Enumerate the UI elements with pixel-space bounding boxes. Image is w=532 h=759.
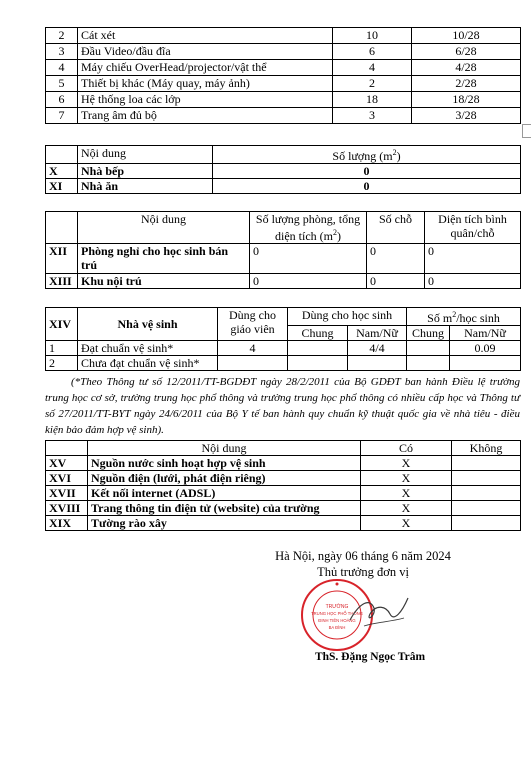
svg-text:ĐINH TIÊN HOÀNG: ĐINH TIÊN HOÀNG (318, 618, 356, 623)
header-qty: Số lượng $(m^2)$ (213, 146, 521, 164)
row-label: Khu nội trú (78, 274, 250, 289)
section-number: XIV (46, 308, 78, 341)
row-quantity: 0 (213, 179, 521, 194)
row-number: XVI (46, 471, 88, 486)
row-male-female-m2: 0.09 (450, 341, 521, 356)
row-number: XIII (46, 274, 78, 289)
row-number: XVII (46, 486, 88, 501)
row-quantity: 4 (333, 60, 412, 76)
row-ratio: 6/28 (412, 44, 521, 60)
row-label: Phòng nghỉ cho học sinh bán trú (78, 244, 250, 274)
table-row (46, 108, 521, 124)
row-yes: X (361, 516, 452, 531)
kitchen-table (45, 145, 521, 194)
table-row (46, 456, 521, 471)
header-common: Chung (288, 326, 348, 341)
header-m2: Số $m^2$/học sinh (407, 308, 521, 326)
row-area: 0 (425, 274, 521, 289)
svg-text:TRƯỜNG: TRƯỜNG (325, 604, 349, 610)
row-beds: 0 (367, 274, 425, 289)
table-row (46, 356, 521, 371)
row-label: Đạt chuẩn vệ sinh* (78, 341, 218, 356)
table-row (46, 274, 521, 289)
table-row (46, 341, 521, 356)
row-common (288, 356, 348, 371)
svg-text:TRUNG HỌC PHỔ THÔNG: TRUNG HỌC PHỔ THÔNG (311, 611, 363, 616)
section-title: Nhà vệ sinh (78, 308, 218, 341)
row-male-female-m2 (450, 356, 521, 371)
row-no (452, 516, 521, 531)
table-row (46, 76, 521, 92)
row-label: Cát xét (78, 28, 333, 44)
table-row (46, 92, 521, 108)
row-quantity: 0 (213, 164, 521, 179)
row-number: XVIII (46, 501, 88, 516)
row-number: XII (46, 244, 78, 274)
signature-name: ThS. Đặng Ngọc Trâm (314, 651, 426, 663)
row-label: Nhà bếp (78, 164, 213, 179)
row-number: XI (46, 179, 78, 194)
table-row (46, 516, 521, 531)
row-male-female: 4/4 (348, 341, 407, 356)
row-number: 1 (46, 341, 78, 356)
row-ratio: 18/28 (412, 92, 521, 108)
row-number: 2 (46, 28, 78, 44)
row-common-m2 (407, 341, 450, 356)
row-quantity: 6 (333, 44, 412, 60)
row-no (452, 471, 521, 486)
utilities-table (45, 440, 521, 531)
row-yes: X (361, 486, 452, 501)
row-number: X (46, 164, 78, 179)
row-label: Máy chiếu OverHead/projector/vật thể (78, 60, 333, 76)
row-teacher (218, 356, 288, 371)
header-no: Không (452, 441, 521, 456)
row-number: 6 (46, 92, 78, 108)
row-label: Trang thông tin điện tử (website) của trường (88, 501, 361, 516)
row-rooms: 0 (250, 274, 367, 289)
row-number: XIX (46, 516, 88, 531)
header-beds: Số chỗ (367, 212, 425, 244)
row-label: Kết nối internet (ADSL) (88, 486, 361, 501)
row-ratio: 3/28 (412, 108, 521, 124)
row-common-m2 (407, 356, 450, 371)
row-yes: X (361, 456, 452, 471)
row-teacher: 4 (218, 341, 288, 356)
row-number: XV (46, 456, 88, 471)
row-ratio: 2/28 (412, 76, 521, 92)
row-number: 2 (46, 356, 78, 371)
row-area: 0 (425, 244, 521, 274)
row-ratio: 10/28 (412, 28, 521, 44)
header-content: Nội dung (78, 212, 250, 244)
row-beds: 0 (367, 244, 425, 274)
header-student: Dùng cho học sinh (288, 308, 407, 326)
table-row (46, 28, 521, 44)
row-label: Thiết bị khác (Máy quay, máy ảnh) (78, 76, 333, 92)
header-male-female-m2: Nam/Nữ (450, 326, 521, 341)
row-label: Hệ thống loa các lớp (78, 92, 333, 108)
row-number: 4 (46, 60, 78, 76)
table-row (46, 164, 521, 179)
margin-mark (522, 124, 531, 138)
table-row (46, 179, 521, 194)
row-no (452, 501, 521, 516)
table-row (46, 501, 521, 516)
toilet-table (45, 307, 521, 371)
row-common (288, 341, 348, 356)
row-label: Nguồn nước sinh hoạt hợp vệ sinh (88, 456, 361, 471)
header-content: Nội dung (78, 146, 213, 164)
row-number: 7 (46, 108, 78, 124)
signature-date: Hà Nội, ngày 06 tháng 6 năm 2024 (275, 549, 451, 563)
header-content: Nội dung (88, 441, 361, 456)
table-row (46, 60, 521, 76)
row-label: Đầu Video/đầu đĩa (78, 44, 333, 60)
row-quantity: 3 (333, 108, 412, 124)
dorm-table (45, 211, 521, 289)
row-label: Nguồn điện (lưới, phát điện riêng) (88, 471, 361, 486)
row-number: 5 (46, 76, 78, 92)
row-yes: X (361, 501, 452, 516)
row-quantity: 10 (333, 28, 412, 44)
row-label: Chưa đạt chuẩn vệ sinh* (78, 356, 218, 371)
table-row (46, 486, 521, 501)
row-label: Trang âm đủ bộ (78, 108, 333, 124)
signature-role: Thủ trưởng đơn vị (317, 565, 409, 579)
row-number: 3 (46, 44, 78, 60)
row-label: Nhà ăn (78, 179, 213, 194)
footnote: (*Theo Thông tư số 12/2011/TT-BGDĐT ngày 28/2/2011 của Bộ GDĐT ban hành Điều lệ trường trung học cơ sở, trường trung học phổ thông và trường trung học phổ thông có nhiều cấp học và Thông tư số 27/2011/TT-BYT ngày 24/6/2011 của Bộ Y tế ban hành quy chuẩn kỹ thuật quốc gia về nhà tiêu - điều kiện bảo đảm hợp vệ sinh). (45, 376, 520, 436)
row-yes: X (361, 471, 452, 486)
table-row (46, 244, 521, 274)
handwritten-signature (346, 592, 412, 632)
row-quantity: 18 (333, 92, 412, 108)
header-area: Diện tích bình quân/chỗ (425, 212, 521, 244)
row-no (452, 486, 521, 501)
header-common-m2: Chung (407, 326, 450, 341)
svg-text:BA ĐÌNH: BA ĐÌNH (328, 625, 346, 630)
header-rooms: Số lượng phòng, tổng diện tích $(m^2)$ (250, 212, 367, 244)
header-teacher: Dùng cho giáo viên (218, 308, 288, 341)
table-row (46, 44, 521, 60)
row-label: Tường rào xây (88, 516, 361, 531)
table-row (46, 471, 521, 486)
row-rooms: 0 (250, 244, 367, 274)
row-ratio: 4/28 (412, 60, 521, 76)
equipment-table (45, 27, 521, 124)
header-male-female: Nam/Nữ (348, 326, 407, 341)
row-no (452, 456, 521, 471)
header-yes: Có (361, 441, 452, 456)
row-male-female (348, 356, 407, 371)
row-quantity: 2 (333, 76, 412, 92)
